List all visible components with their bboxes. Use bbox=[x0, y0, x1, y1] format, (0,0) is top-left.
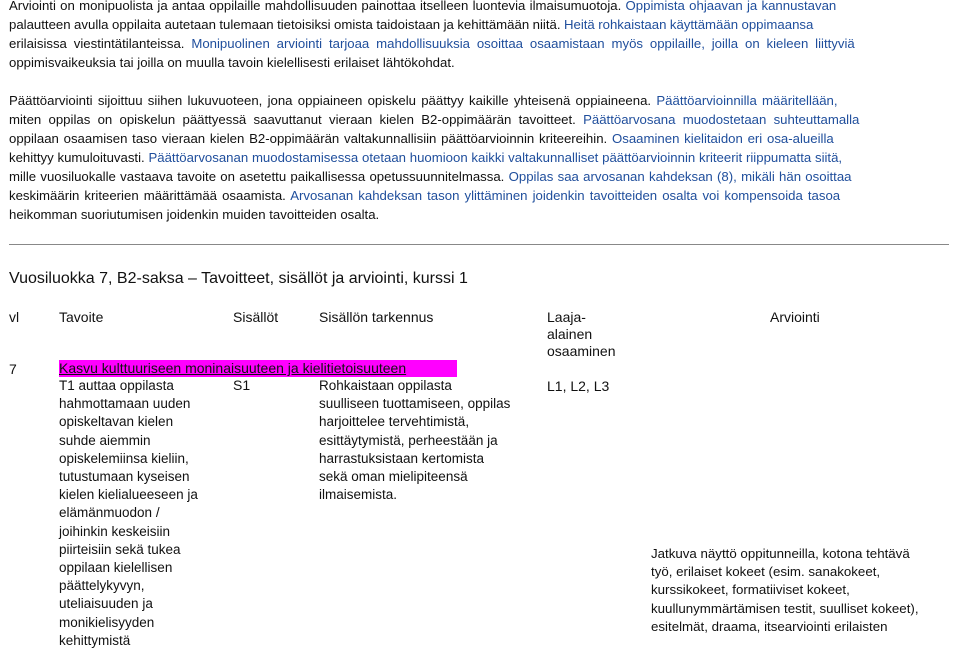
para2-line-6: keskimäärin kriteerien määrittämää osaamista. Arvosanan kahdeksan tason ylittäminen joidenkin tavoitteiden osalta voi kompensoida tasoa bbox=[9, 188, 841, 203]
header-vl: vl bbox=[9, 309, 20, 325]
intro-line-3: erilaisissa viestintätilanteissa. Monipuolinen arviointi tarjoaa mahdollisuuksia osoittaa osaamistaan myös oppilaille, joilla on kieleen liittyviä bbox=[9, 36, 855, 51]
header-tavoite: Tavoite bbox=[59, 309, 104, 325]
tarkennus-cell: Rohkaistaan oppilasta suulliseen tuottamiseen, oppilas harjoittelee tervehtimistä, esittäytymistä, perheestään ja harrastuksistaan kertomista sekä oman mielipiteensä ilmaisemista. bbox=[319, 378, 511, 503]
para2-line-3: oppilaan osaamisen taso vieraan kielen B2-oppimäärän valtakunnallisiin päättöarvioinnin kriteereihin. Osaaminen kielitaidon eri osa-alueilla bbox=[9, 131, 834, 146]
header-laaja: Laaja- alainen osaaminen bbox=[547, 309, 616, 359]
tavoite-cell: T1 auttaa oppilasta hahmottamaan uuden opiskeltavan kielen suhde aiemmin opiskelemiinsa kieliin, tutustumaan kyseisen kielen kielialueeseen ja elämänmuodon / joihinkin keskeisiin piirteisiin sekä tukea oppilaan kielellisen päättelykyvyn, uteliaisuuden ja monikielisyyden kehittymistä bbox=[59, 378, 198, 648]
laaja-cell: L1, L2, L3 bbox=[547, 378, 610, 394]
intro-line-2: palautteen avulla oppilaita autetaan tulemaan tietoisiksi omista taidoistaan ja kehittämään niitä. Heitä rohkaistaan käyttämään oppimaansa bbox=[9, 17, 814, 32]
para2-line-4: kehittyy kumuloituvasti. Päättöarvosanan muodostamisessa otetaan huomioon kaikki valtakunnalliset päättöarvioinnin kriteerit riippumatta siitä, bbox=[9, 150, 843, 165]
header-tarkennus: Sisällön tarkennus bbox=[319, 309, 434, 325]
course-heading: Vuosiluokka 7, B2-saksa – Tavoitteet, sisällöt ja arviointi, kurssi 1 bbox=[9, 270, 468, 287]
section-divider bbox=[9, 244, 949, 245]
final-assessment-paragraph bbox=[9, 91, 951, 224]
para2-line-2: miten oppilas on opiskelun päättyessä saavuttanut vieraan kielen B2-oppimäärän tavoitteet. Päättöarvosana muodostetaan suhteuttamalla bbox=[9, 112, 860, 127]
intro-line-1: Arviointi on monipuolista ja antaa oppilaille mahdollisuuden painottaa itselleen luontevia ilmaisumuotoja. Oppimista ohjaavan ja kannustavan bbox=[9, 0, 837, 13]
header-arviointi: Arviointi bbox=[770, 309, 820, 325]
arviointi-cell: Jatkuva näyttö oppitunneilla, kotona tehtävä työ, erilaiset kokeet (esim. sanakokeet, kurssikokeet, formatiiviset kokeet, kuullunymmärtämisen testit, suulliset kokeet), esitelmät, draama, itsearviointi erilaisten bbox=[651, 546, 919, 634]
intro-paragraph bbox=[9, 0, 951, 72]
sisallot-cell: S1 bbox=[233, 377, 251, 393]
header-sisallot: Sisällöt bbox=[233, 309, 279, 325]
para2-line-5: mille vuosiluokalle vastaava tavoite on asetettu paikallisessa opetussuunnitelmassa. Oppilas saa arvosanan kahdeksan (8), mikäli hän osoittaa bbox=[9, 169, 852, 184]
para2-line-7: heikomman suoriutumisen joidenkin muiden tavoitteiden osalta. bbox=[9, 207, 380, 222]
section-title-highlight: Kasvu kulttuuriseen moninaisuuteen ja kielitietoisuuteen bbox=[59, 360, 457, 377]
para2-line-1: Päättöarviointi sijoittuu siihen lukuvuoteen, jona oppiaineen opiskelu päättyy kaikille yhteisenä oppiaineena. Päättöarvioinnilla määritellään, bbox=[9, 93, 838, 108]
row-vl: 7 bbox=[9, 361, 17, 377]
intro-line-4: oppimisvaikeuksia tai joilla on muulla tavoin kielellisesti erilaiset lähtökohdat. bbox=[9, 55, 455, 70]
